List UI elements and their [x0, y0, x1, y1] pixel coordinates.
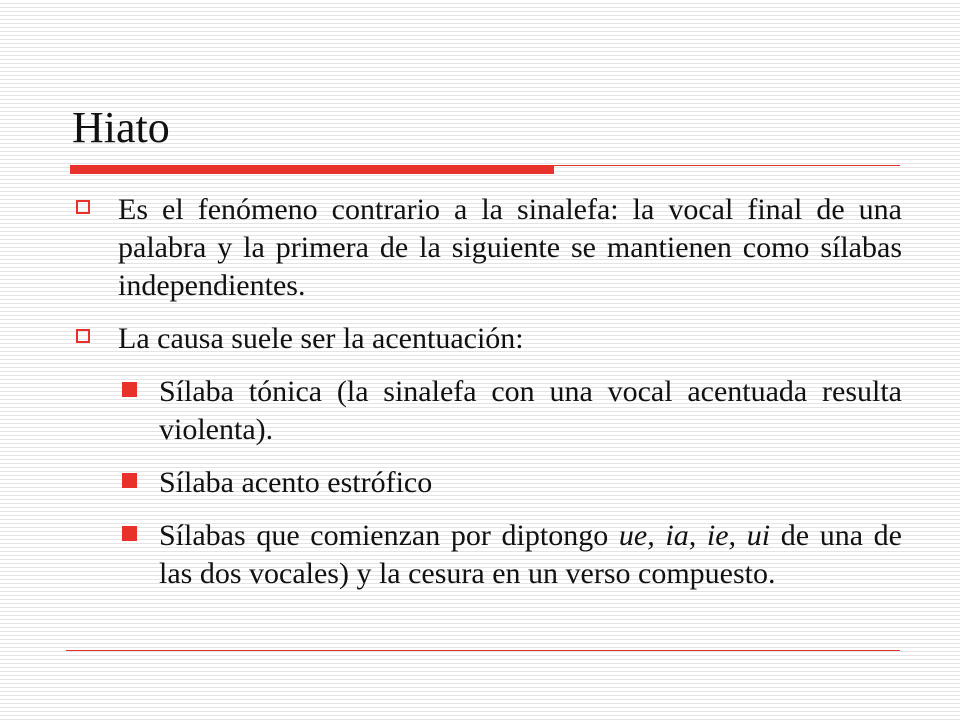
filled-square-bullet-icon — [122, 526, 137, 541]
subbullet-item — [72, 373, 902, 449]
footer-rule — [66, 650, 900, 651]
filled-square-bullet-icon — [122, 382, 137, 397]
subbullet-text-end: de una de las dos vocales) y la cesura en un verso compuesto. — [159, 519, 902, 590]
subbullet-item — [72, 464, 902, 502]
subbullet-text: Sílaba acento estrófico — [159, 466, 433, 499]
filled-square-bullet-icon — [122, 473, 137, 488]
slide-content — [72, 191, 902, 608]
bullet-text: Es el fenómeno contrario a la sinalefa: la vocal final de una palabra y la primera de la siguiente se mantienen como sílabas independientes. — [118, 193, 902, 302]
title-underline-line — [554, 165, 900, 166]
hollow-square-bullet-icon — [76, 200, 90, 214]
title-underline-bar — [70, 165, 554, 174]
subbullet-text: Sílaba tónica (la sinalefa con una vocal acentuada resulta violenta). — [159, 375, 902, 446]
hollow-square-bullet-icon — [76, 329, 90, 343]
subbullet-text-start: Sílabas que comienzan por diptongo — [159, 519, 619, 552]
bullet-text: La causa suele ser la acentuación: — [118, 322, 524, 355]
subbullet-italic-diphthongs: ue, ia, ie, ui — [618, 519, 771, 552]
bullet-item — [72, 320, 902, 358]
subbullet-item — [72, 517, 902, 593]
slide-title: Hiato — [72, 103, 170, 152]
bullet-item — [72, 191, 902, 305]
